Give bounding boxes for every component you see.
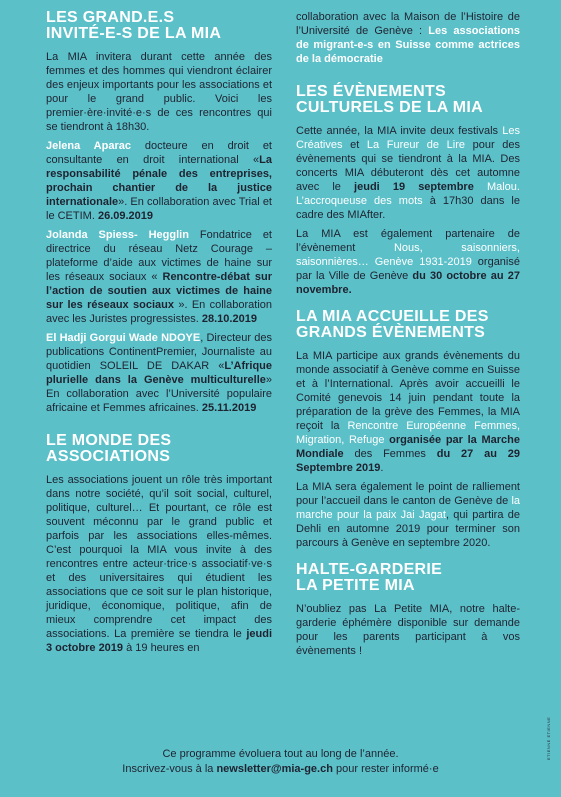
guest-aparac: Jelena Aparac docteure en droit et consultante en droit international «La responsabilité pénale des entreprises, prochain chantier de la justice internationale». En collaboration avec Trial et le CETIM. 26.09.2019 — [46, 140, 272, 222]
newsletter-email-link[interactable]: newsletter@mia-ge.ch — [216, 763, 333, 775]
daycare-text: N’oubliez pas La Petite MIA, notre halte-garderie éphémère disponible sur demande pour les parents participant à vos évènements ! — [296, 603, 520, 657]
section-heading-invites: LES GRAND.E.S INVITÉ-E-S DE LA MIA — [46, 9, 222, 42]
big-events-text-2: La MIA sera également le point de ralliement pour l’accueil dans le canton de Genève de la marche pour la paix Jai Jagat, qui partira de Dehli en automne 2019 pour terminer son parcours à Genève en septembre 2020. — [296, 481, 520, 549]
footer-line-2: Inscrivez-vous à la newsletter@mia-ge.ch pour rester informé·e — [122, 763, 439, 775]
guest-spiess-hegglin: Jolanda Spiess- Hegglin Fondatrice et directrice du réseau Netz Courage –plateforme d’aide aux victimes de haine sur les réseaux sociaux « Rencontre-débat sur l’action de soutien aux victimes de haine sur les réseaux sociaux ». En collaboration avec les Juristes progressistes. 28.10.2019 — [46, 229, 272, 325]
footer — [0, 747, 561, 777]
footer-line-1: Ce programme évoluera tout au long de l’année. — [162, 748, 399, 760]
big-events-text-1: La MIA participe aux grands évènements du monde associatif à Genève comme en Suisse et à l’International. Après avoir accueilli le Comité genevois 14 juin pendant toute la préparation de la grève des Femmes, la MIA reçoit la Rencontre Européenne Femmes, Migration, Refuge organisée par la Marche Mondiale des Femmes du 27 au 29 Septembre 2019. — [296, 350, 521, 474]
left-column — [46, 10, 272, 660]
associations-continued: collaboration avec la Maison de l’Histoire de l’Université de Genève : Les associations de migrant-e-s en Suisse comme actrices de la démocratie — [296, 11, 520, 65]
associations-text: Les associations jouent un rôle très important dans notre société, qu’il soit social, culturel, politique, culturel… Et pourtant, ce rôle est souvent méconnu par le grand public et parfois par les associations elles-mêmes. C’est pourquoi la MIA vous invite à des rencontres entre acteur·trice·s associatif·ve·s et des universitaires qui étudient les associations que ce soit sur le plan historique, juridique, économique, politique, afin de mieux comprendre cet impact des associations. La première se tiendra le jeudi 3 octobre 2019 à 19 heures en — [46, 474, 272, 654]
section-heading-cultural-events: LES ÉVÈNEMENTS CULTURELS DE LA MIA — [296, 83, 484, 116]
section-heading-big-events: LA MIA ACCUEILLE DES GRANDS ÉVÈNEMENTS — [296, 308, 489, 341]
guest-ndoye: El Hadji Gorgui Wade NDOYE, Directeur des publications ContinentPremier, Journaliste au quotidien SOLEIL DE DAKAR «L’Afrique plurielle dans la Genève multiculturelle» En collaboration avec l’Université populaire africaine et Femmes africaines. 25.11.2019 — [46, 332, 273, 414]
designer-credit: ETIENNE ETIENNE — [546, 716, 551, 760]
right-column — [296, 10, 520, 663]
section-heading-associations: LE MONDE DES ASSOCIATIONS — [46, 432, 172, 465]
invites-intro: La MIA invitera durant cette année des femmes et des hommes qui viendront éclairer des enjeux importants pour les associations et pour le grand public. Voici les premier·ère·invité·e·s de ces rencontres qui se tiendront à 18h30. — [46, 51, 272, 133]
section-heading-daycare: HALTE-GARDERIE LA PETITE MIA — [296, 561, 443, 594]
cultural-text-1: Cette année, la MIA invite deux festivals Les Créatives et La Fureur de Lire pour des évènements qui se tiendront à la MIA. Des concerts MIA débuteront dès cet automne avec le jeudi 19 septembre Malou. L’accroqueuse des mots à 17h30 dans le cadre des MIAfter. — [296, 125, 520, 221]
cultural-text-2: La MIA est également partenaire de l’évènement Nous, saisonniers, saisonnières… Genève 1931-2019 organisé par la Ville de Genève du 30 octobre au 27 novembre. — [296, 228, 520, 296]
